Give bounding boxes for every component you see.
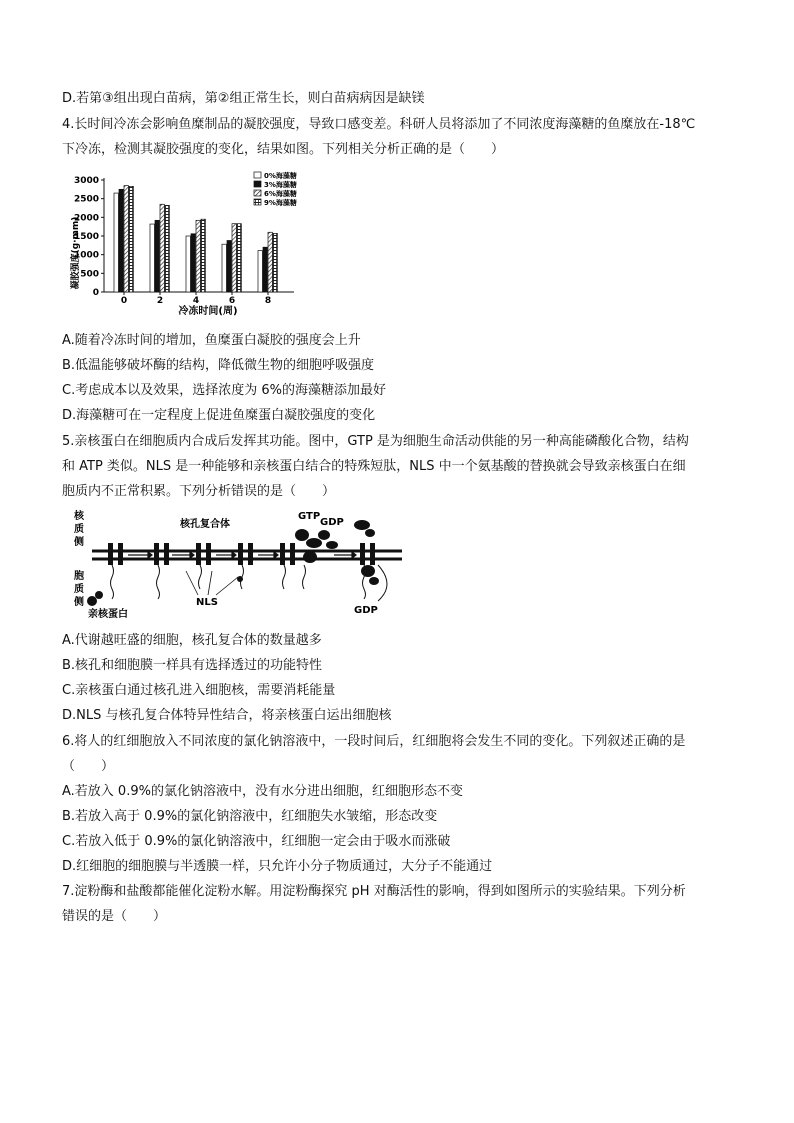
q4-bar-chart: [62, 168, 322, 318]
gdp-release-arrow: [378, 565, 387, 601]
q6-stem-line2: （ ）: [62, 759, 115, 774]
chart-x-tick-label: 2: [156, 296, 164, 306]
gdp-label-bottom: GDP: [354, 605, 378, 616]
gdp-label-top: GDP: [320, 517, 344, 528]
cytoplasm-side-label-2: 质: [74, 584, 84, 595]
q5-stem-line3: 胞质内不正常积累。下列分析错误的是（ ）: [62, 484, 336, 499]
chart-bar: [222, 244, 226, 292]
chart-bar: [165, 205, 169, 292]
chart-bar: [232, 224, 236, 292]
chart-x-tick-label: 0: [120, 296, 128, 306]
chart-bar: [191, 234, 195, 292]
q6-stem-line1: 6.将人的红细胞放入不同浓度的氯化钠溶液中，一段时间后，红细胞将会发生不同的变化。下列叙述正确的是: [62, 734, 686, 749]
q5-option-c: C.亲核蛋白通过核孔进入细胞核，需要消耗能量: [62, 683, 336, 698]
chart-legend-label: 6%海藻糖: [264, 190, 297, 198]
nuclear-pore-diagram: [62, 505, 412, 620]
chart-legend-label: 3%海藻糖: [264, 181, 297, 189]
chart-y-tick-label: 2000: [73, 213, 99, 224]
chart-legend-swatch: [254, 199, 261, 205]
protein-blobs: [87, 520, 379, 606]
chart-legend-swatch: [254, 172, 261, 178]
gtp-label: GTP: [298, 511, 321, 522]
cytoplasm-side-label-1: 胞: [74, 571, 84, 582]
chart-y-tick-label: 500: [80, 269, 99, 280]
chart-bar: [196, 220, 200, 292]
chart-legend: [254, 171, 297, 207]
chart-x-ticks: [121, 292, 271, 306]
chart-bar: [114, 193, 118, 292]
chart-y-tick-label: 1500: [73, 232, 99, 242]
chart-x-label: 冷冻时间(周): [178, 306, 238, 317]
q6-option-c: C.若放入低于 0.9%的氯化钠溶液中，红细胞一定会由于吸水而涨破: [62, 834, 451, 849]
chart-y-tick-label: 2500: [73, 194, 99, 205]
chart-y-tick-label: 1000: [73, 250, 99, 261]
nucleus-side-label-1: 核: [74, 511, 84, 522]
chart-bar: [155, 220, 159, 292]
q4-option-d: D.海藻糖可在一定程度上促进鱼糜蛋白凝胶强度的变化: [62, 408, 376, 423]
chart-bar: [150, 224, 154, 292]
chart-bar: [119, 189, 123, 292]
q4-stem-line1: 4.长时间冷冻会影响鱼糜制品的凝胶强度，导致口感变差。科研人员将添加了不同浓度海藻糖的鱼糜放在-18℃: [62, 117, 696, 132]
q4-option-c: C.考虑成本以及效果，选择浓度为 6%的海藻糖添加最好: [62, 383, 386, 398]
q5-option-d: D.NLS 与核孔复合体特异性结合，将亲核蛋白运出细胞核: [62, 708, 392, 723]
chart-x-tick-label: 4: [192, 296, 200, 306]
pore-complex-label: 核孔复合体: [180, 519, 230, 530]
nucleus-side-label-3: 侧: [74, 537, 84, 548]
chart-bar: [201, 219, 205, 292]
chart-bars: [114, 186, 277, 292]
q4-option-a: A.随着冷冻时间的增加，鱼糜蛋白凝胶的强度会上升: [62, 333, 361, 348]
nucleus-side-label-2: 质: [74, 524, 84, 535]
q7-stem-line2: 错误的是（ ）: [62, 909, 167, 924]
q5-stem-line2: 和 ATP 类似。NLS 是一种能够和亲核蛋白结合的特殊短肽，NLS 中一个氨基酸的替换就会导致亲核蛋白在细: [62, 459, 686, 474]
q5-option-a: A.代谢越旺盛的细胞，核孔复合体的数量越多: [62, 633, 322, 648]
cytoplasm-side-label-3: 侧: [74, 597, 84, 608]
chart-bar: [263, 247, 267, 292]
chart-bar: [268, 232, 272, 292]
q4-option-b: B.低温能够破坏酶的结构，降低微生物的细胞呼吸强度: [62, 358, 375, 373]
q6-option-b: B.若放入高于 0.9%的氯化钠溶液中，红细胞失水皱缩，形态改变: [62, 809, 438, 824]
chart-x-tick-label: 6: [228, 296, 236, 306]
q6-option-a: A.若放入 0.9%的氯化钠溶液中，没有水分进出细胞，红细胞形态不变: [62, 784, 463, 799]
chart-bar: [124, 186, 128, 292]
chart-bar: [258, 251, 262, 292]
nls-pointer-lines: [186, 571, 238, 595]
chart-legend-swatch: [254, 190, 261, 196]
chart-bar: [186, 236, 190, 292]
chart-x-tick-label: 8: [264, 296, 272, 306]
q6-option-d: D.红细胞的细胞膜与半透膜一样，只允许小分子物质通过，大分子不能通过: [62, 859, 493, 874]
q7-stem-line1: 7.淀粉酶和盐酸都能催化淀粉水解。用淀粉酶探究 pH 对酶活性的影响，得到如图所示的实验结果。下列分析: [62, 884, 686, 899]
chart-y-label: 凝胶强度(g·mm): [71, 216, 81, 290]
q3-option-d: D.若第③组出现白苗病，第②组正常生长，则白苗病病因是缺镁: [62, 91, 425, 106]
chart-bar: [237, 224, 241, 292]
chart-bar: [273, 233, 277, 292]
chart-bar: [227, 240, 231, 292]
q5-option-b: B.核孔和细胞膜一样具有选择透过的功能特性: [62, 658, 323, 673]
chart-bar: [129, 186, 133, 292]
karyophilic-protein-label: 亲核蛋白: [88, 609, 128, 620]
cytoplasmic-filaments: [111, 565, 366, 599]
chart-legend-label: 9%海藻糖: [264, 199, 297, 207]
chart-y-tick-label: 0: [92, 288, 99, 298]
q5-stem-line1: 5.亲核蛋白在细胞质内合成后发挥其功能。图中，GTP 是为细胞生命活动供能的另一种高能磷酸化合物，结构: [62, 434, 689, 449]
chart-legend-swatch: [254, 181, 261, 187]
chart-bar: [160, 204, 164, 292]
q4-stem-line2: 下冷冻，检测其凝胶强度的变化，结果如图。下列相关分析正确的是（ ）: [62, 142, 505, 157]
chart-y-tick-label: 3000: [73, 176, 99, 186]
chart-legend-label: 0%海藻糖: [264, 172, 297, 180]
nls-label: NLS: [196, 597, 218, 608]
